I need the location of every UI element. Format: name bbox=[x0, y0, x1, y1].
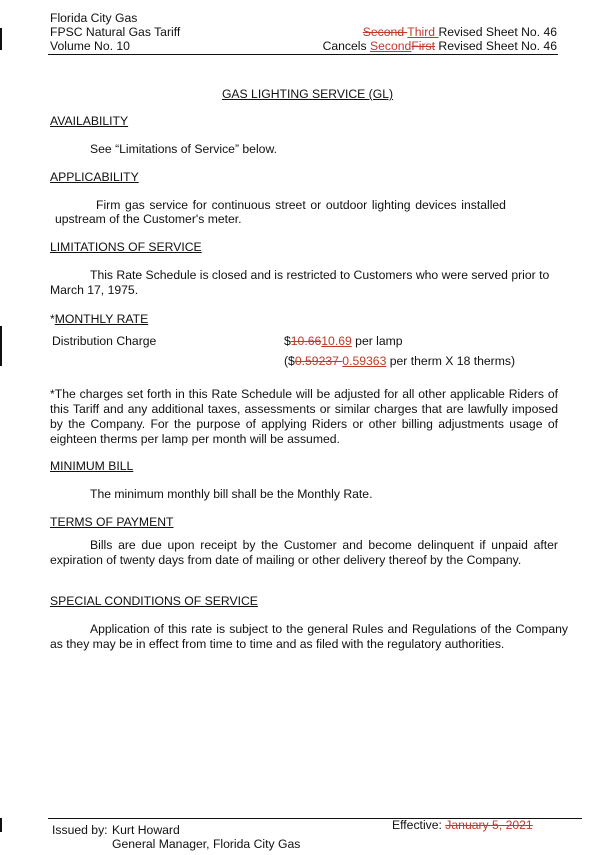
issuer-name: Kurt Howard bbox=[112, 823, 180, 837]
applicability-line1: Firm gas service for continuous street or outdoor lighting devices installed bbox=[96, 198, 506, 212]
charge-deleted: 10.66 bbox=[290, 334, 322, 348]
sheet-deleted-text: Second bbox=[362, 25, 408, 39]
monthly-rate-heading bbox=[50, 312, 148, 327]
effective-deleted-date: January 5, 2021 bbox=[445, 818, 533, 832]
monthly-rate-heading-text: MONTHLY RATE bbox=[54, 312, 149, 326]
limitations-heading: LIMITATIONS OF SERVICE bbox=[50, 240, 202, 254]
sheet-inserted-text: Third bbox=[407, 25, 439, 39]
sheet-number bbox=[363, 25, 557, 40]
charge-prefix: $ bbox=[284, 334, 291, 348]
limitations-line1: This Rate Schedule is closed and is restricted to Customers who were served prior to bbox=[90, 268, 550, 282]
cancels-deleted-text: Second bbox=[370, 39, 412, 53]
revision-bar-footer bbox=[0, 818, 2, 832]
header-rule bbox=[48, 54, 558, 55]
effective-date bbox=[392, 818, 533, 833]
terms-heading: TERMS OF PAYMENT bbox=[50, 515, 174, 529]
special-conditions-text: Application of this rate is subject to the general Rules and Regulations of the Company as they may be in effect from time to time and as filed with the regulatory authorities. bbox=[50, 622, 568, 651]
distribution-charge-value bbox=[284, 334, 403, 349]
applicability-heading: APPLICABILITY bbox=[50, 170, 139, 184]
sheet-suffix: Revised Sheet No. 46 bbox=[438, 25, 557, 39]
availability-text: See “Limitations of Service” below. bbox=[90, 142, 277, 156]
cancels-inserted-text: First bbox=[411, 39, 436, 53]
volume-number: Volume No. 10 bbox=[50, 39, 130, 53]
page-title: GAS LIGHTING SERVICE (GL) bbox=[221, 87, 394, 101]
cancels-prefix: Cancels bbox=[322, 39, 370, 53]
charge-inserted: 10.69 bbox=[321, 334, 352, 348]
monthly-rate-asterisk: * bbox=[50, 312, 55, 326]
tariff-name: FPSC Natural Gas Tariff bbox=[50, 25, 181, 39]
special-conditions-heading: SPECIAL CONDITIONS OF SERVICE bbox=[50, 594, 258, 608]
therm-inserted: 0.59363 bbox=[342, 354, 387, 368]
revision-bar-header bbox=[0, 28, 2, 50]
therm-deleted: 0.59237 bbox=[294, 354, 343, 368]
riders-note: *The charges set forth in this Rate Schedule will be adjusted for all other applicable Riders of this Tariff and any additional taxes, assessments or similar charges that are lawfully imposed by the Company. For the purpose of applying Riders or other billing adjustments usage of eighteen therms per lamp per month will be assumed. bbox=[50, 387, 558, 446]
minimum-bill-text: The minimum monthly bill shall be the Monthly Rate. bbox=[90, 487, 373, 501]
issuer-title: General Manager, Florida City Gas bbox=[112, 837, 301, 851]
distribution-charge-label: Distribution Charge bbox=[52, 334, 157, 348]
effective-label: Effective: bbox=[392, 818, 442, 832]
therm-prefix: ($ bbox=[284, 354, 295, 368]
cancels-line bbox=[323, 39, 557, 54]
availability-heading: AVAILABILITY bbox=[50, 114, 129, 128]
cancels-suffix: Revised Sheet No. 46 bbox=[435, 39, 557, 53]
limitations-line2: March 17, 1975. bbox=[50, 283, 139, 297]
issued-by-label: Issued by: bbox=[52, 823, 108, 837]
per-therm-value bbox=[284, 354, 515, 369]
therm-suffix: per therm X 18 therms) bbox=[386, 354, 516, 368]
charge-suffix: per lamp bbox=[351, 334, 403, 348]
terms-text: Bills are due upon receipt by the Customer and become delinquent if unpaid after expiration of twenty days from date of mailing or other delivery thereof by the Company. bbox=[50, 538, 558, 567]
revision-bar-rate bbox=[0, 326, 2, 366]
minimum-bill-heading: MINIMUM BILL bbox=[50, 459, 134, 473]
company-name: Florida City Gas bbox=[50, 11, 138, 25]
applicability-line2: upstream of the Customer's meter. bbox=[55, 212, 242, 226]
